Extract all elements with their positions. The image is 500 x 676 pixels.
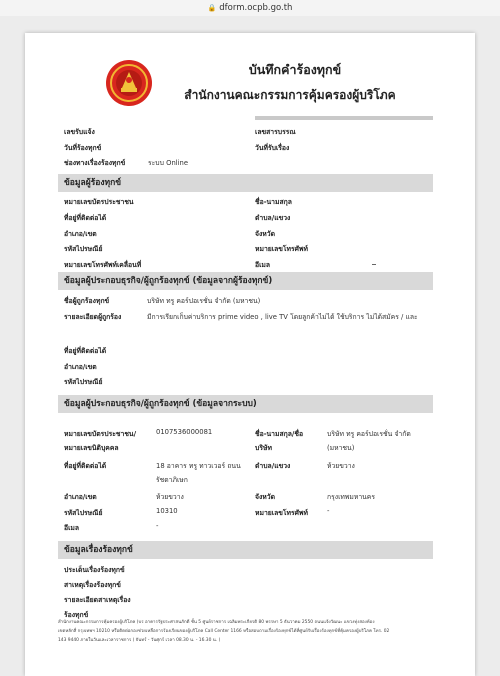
complainant-phone-label: หมายเลขโทรศัพท์ [255,245,308,253]
system-address-label: ที่อยู่ที่ติดต่อได้ [64,462,107,470]
system-postcode-label: รหัสไปรษณีย์ [64,509,103,517]
section-business-user: ข้อมูลผู้ประกอบธุรกิจ/ผู้ถูกร้องทุกข์ (ข้อมูลจากผู้ร้องทุกข์) [58,272,433,290]
business-address-label: ที่อยู่ที่ติดต่อได้ [64,347,107,355]
system-id-label: หมายเลขบัตรประชาชน/ [64,430,137,438]
complainant-mobile-label: หมายเลขโทรศัพท์เคลื่อนที่ [64,261,142,269]
ocpb-seal-logo [104,58,154,108]
agency-name: สำนักงานคณะกรรมการคุ้มครองผู้บริโภค [184,88,396,102]
system-address-value-2: รัชดาภิเษก [156,476,188,484]
dash-mark [372,264,376,265]
url-text: dform.ocpb.go.th [219,3,293,13]
complaint-request-label: ร้องทุกข์ [64,611,89,619]
system-company-label: บริษัท [255,444,272,452]
system-name-label: ชื่อ-นามสกุล/ชื่อ [255,430,304,438]
incident-date-label: วันที่รับเรื่อง [255,144,290,152]
system-district-value: ห้วยขวาง [156,493,184,501]
channel-value: ระบบ Online [148,159,189,167]
inventory-no-label: เลขสารบรรณ [255,128,296,136]
system-subdistrict-value: ห้วยขวาง [327,462,355,470]
section-business-system: ข้อมูลผู้ประกอบธุรกิจ/ผู้ถูกร้องทุกข์ (ข้อมูลจากระบบ) [58,395,433,413]
section-complaint: ข้อมูลเรื่องร้องทุกข์ [58,541,433,559]
header-divider [255,116,433,120]
system-address-value-1: 18 อาคาร ทรู ทาวเวอร์ ถนน [156,462,241,470]
system-corp-id-label: หมายเลขนิติบุคคล [64,444,119,452]
browser-url-bar[interactable] [0,0,500,16]
business-postcode-label: รหัสไปรษณีย์ [64,378,103,386]
complainant-address-label: ที่อยู่ที่ติดต่อได้ [64,214,107,222]
business-name-value: บริษัท ทรู คอร์ปอเรชั่น จำกัด (มหาชน) [147,297,261,305]
receipt-no-label: เลขรับแจ้ง [64,128,95,136]
system-district-label: อำเภอ/เขต [64,493,97,501]
complainant-district-label: อำเภอ/เขต [64,230,97,238]
system-subdistrict-label: ตำบล/แขวง [255,462,291,470]
section-complainant: ข้อมูลผู้ร้องทุกข์ [58,174,433,192]
business-name-label: ชื่อผู้ถูกร้องทุกข์ [64,297,110,305]
business-details-label: รายละเอียดผู้ถูกร้อง [64,313,122,321]
complainant-email-label: อีเมล [255,261,271,269]
system-name-value-1: บริษัท ทรู คอร์ปอเรชั่น จำกัด [327,430,411,438]
complaint-cause-detail-label: รายละเอียดสาเหตุเรื่อง [64,596,131,604]
system-id-value: 0107536000081 [156,428,213,436]
complaint-issue-label: ประเด็นเรื่องร้องทุกข์ [64,566,125,574]
footer-contact-text: สำนักงานคณะกรรมการคุ้มครองผู้บริโภค (บร อาคารรัฐประศาสนภักดี ชั้น 5 ศูนย์ราชการ เฉลิมพระเกียรติ 80 พรรษา 5 ธันวาคม 2550 ถนนแจ้งวัฒนะ แขวงทุ่งสองห้อง เขตหลักสี่ กรุงเทพฯ 10210 หรือติดต่อกองช่วยเหลือการร้องเรียนของผู้บริโภค Call Center 1166 หรือสอบถามเรื่องร้องทุกข์ได้ที่ศูนย์รับเรื่องร้องทุกข์ที่คุ้มครองผู้บริโภค โทร. 02 143 9440 ภายในวันและเวลาราชการ ( จันทร์ - วันศุกร์ เวลา 08.30 น. - 16.30 น. ) [58,620,390,643]
complainant-subdistrict-label: ตำบล/แขวง [255,214,291,222]
system-phone-label: หมายเลขโทรศัพท์ [255,509,308,517]
complaint-cause-label: สาเหตุเรื่องร้องทุกข์ [64,581,121,589]
system-email-value: - [156,522,159,530]
business-district-label: อำเภอ/เขต [64,363,97,371]
business-details-value: มีการเรียกเก็บค่าบริการ prime video , live TV โดยลูกค้าไม่ได้ ใช้บริการ ไม่ได้สมัคร / และ [147,313,418,321]
system-name-value-2: (มหาชน) [327,444,355,452]
complaint-date-label: วันที่ร้องทุกข์ [64,144,102,152]
system-province-value: กรุงเทพมหานคร [327,493,375,501]
system-postcode-value: 10310 [156,507,178,515]
lock-icon: 🔒 [207,4,217,12]
document-title: บันทึกคำร้องทุกข์ [248,62,342,77]
complainant-name-label: ชื่อ-นามสกุล [255,198,292,206]
system-phone-value: - [327,507,330,515]
complainant-postcode-label: รหัสไปรษณีย์ [64,245,103,253]
channel-label: ช่องทางเรื่องร้องทุกข์ [64,159,126,167]
complainant-province-label: จังหวัด [255,230,276,238]
complainant-id-label: หมายเลขบัตรประชาชน [64,198,134,206]
system-province-label: จังหวัด [255,493,276,501]
system-email-label: อีเมล [64,524,80,532]
